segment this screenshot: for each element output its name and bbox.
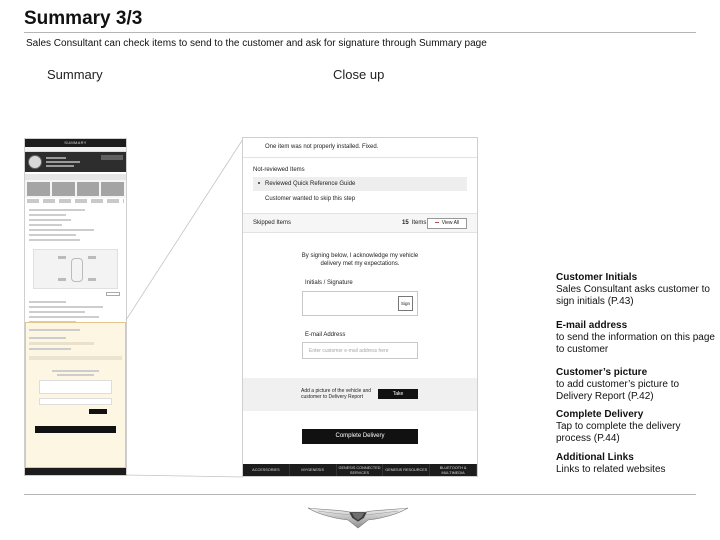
installed-note: One item was not properly installed. Fixed. (265, 144, 379, 150)
footer-links (243, 464, 477, 477)
footer-link-bluetooth[interactable]: BLUETOOTH & MULTIMEDIA (430, 464, 477, 477)
annotation-complete-delivery: Complete Delivery Tap to complete the delivery process (P.44) (556, 409, 681, 444)
summary-column-label: Summary (47, 67, 103, 82)
picture-instructions: Add a picture of the vehicle and customer to Delivery Report (301, 388, 372, 400)
annotation-email-address: E-mail address to send the information on this page to customer (556, 320, 715, 355)
footer-link-mygenesis[interactable]: MYGENESIS (290, 464, 337, 477)
email-label: E-mail Address (305, 332, 346, 338)
closeup-panel (242, 137, 478, 477)
closeup-column-label: Close up (333, 67, 385, 82)
annotation-additional-links: Additional Links Links to related websites (556, 452, 666, 475)
annotation-customer-picture: Customer’s picture to add customer’s picture to Delivery Report (P.42) (556, 367, 680, 402)
slide-subtitle: Sales Consultant can check items to send to the customer and ask for signature through Summary page (26, 38, 487, 49)
footer-link-accessories[interactable]: ACCESSORIES (243, 464, 290, 477)
not-reviewed-note: Customer wanted to skip this step (265, 196, 356, 202)
skipped-items-bar (243, 213, 477, 233)
signature-field[interactable] (302, 291, 418, 316)
not-reviewed-title: Not-reviewed Items (253, 167, 305, 173)
genesis-logo-icon (306, 500, 410, 530)
email-input[interactable]: Enter customer e-mail address here (302, 342, 418, 359)
thumbnail-topbar: SUMMARY (25, 139, 126, 147)
not-reviewed-item: Reviewed Quick Reference Guide (253, 177, 467, 191)
sign-button[interactable]: Sign (398, 296, 413, 311)
skipped-items-title: Skipped Items (253, 220, 292, 226)
footer-link-resources[interactable]: GENESIS RESOURCES (383, 464, 430, 477)
bottom-divider (24, 494, 696, 495)
picture-section (243, 378, 477, 411)
take-picture-button[interactable]: Take (378, 389, 418, 399)
annotation-customer-initials: Customer Initials Sales Consultant asks customer to sign initials (P.43) (556, 272, 710, 307)
slide-title: Summary 3/3 (24, 8, 143, 29)
acknowledgement-text: By signing below, I acknowledge my vehicle delivery met my expectations. (301, 253, 419, 267)
bullet-icon (258, 182, 260, 184)
skipped-items-count: 15 Items (402, 220, 427, 226)
footer-link-connected-services[interactable]: GENESIS CONNECTED SERVICES (337, 464, 384, 477)
signature-label: Initials / Signature (305, 280, 353, 286)
view-all-button[interactable]: View All (427, 218, 467, 229)
complete-delivery-button[interactable]: Complete Delivery (302, 429, 418, 444)
